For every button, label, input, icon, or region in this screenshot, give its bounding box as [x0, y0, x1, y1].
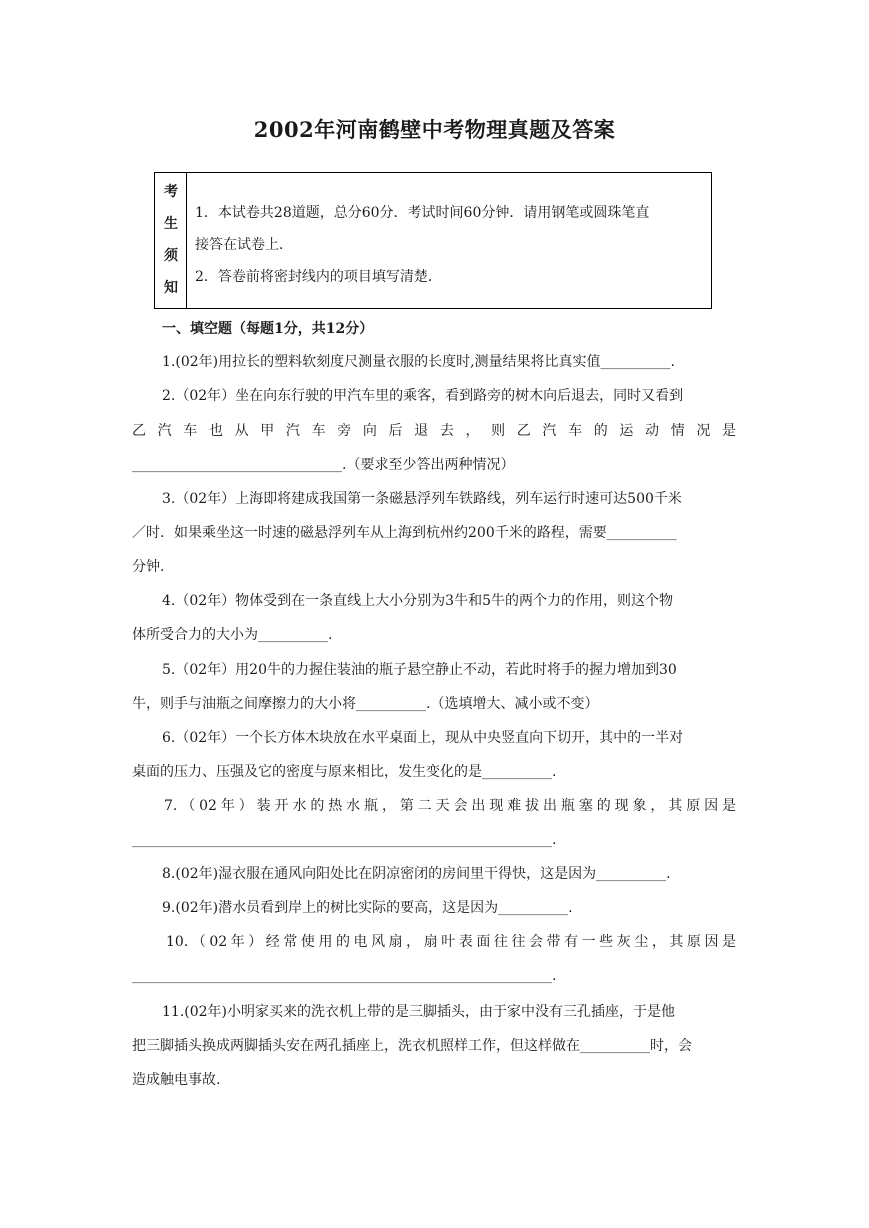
notice-label-char: 知 [164, 280, 178, 296]
question-1-line: 1.(02年)用拉长的塑料软刻度尺测量衣服的长度时,测量结果将比真实值__________. [162, 354, 675, 370]
question-8-line: 8.(02年)湿衣服在通风向阳处比在阴凉密闭的房间里干得快，这是因为__________. [162, 866, 671, 882]
question-7-line: ____________________________________________________________. [132, 832, 557, 848]
question-6-line: 桌面的压力、压强及它的密度与原来相比，发生变化的是__________. [132, 764, 557, 780]
notice-label-char: 考 [164, 184, 178, 200]
document-title: 2002年河南鹤壁中考物理真题及答案 [253, 117, 616, 142]
notice-line: 1．本试卷共28道题，总分60分．考试时间60分钟．请用钢笔或圆珠笔直 [195, 205, 650, 221]
question-11-line: 11.(02年)小明家买来的洗衣机上带的是三脚插头，由于家中没有三孔插座，于是他 [162, 1004, 676, 1020]
question-10-line: ____________________________________________________________. [132, 968, 557, 984]
notice-content [195, 197, 695, 293]
notice-line: 接答在试卷上． [195, 237, 293, 253]
question-11-line: 把三脚插头换成两脚插头安在两孔插座上，洗衣机照样工作，但这样做在__________时，会 [132, 1038, 692, 1054]
section-heading: 一、填空题（每题1分，共12分） [162, 321, 374, 337]
notice-line: 2．答卷前将密封线内的项目填写清楚． [195, 269, 442, 285]
question-3-line: 3.（02年）上海即将建成我国第一条磁悬浮列车铁路线，列车运行时速可达500千米 [162, 491, 682, 507]
question-7-line: 7.（02年）装开水的热水瓶，第二天会出现难拔出瓶塞的现象，其原因是 [164, 798, 736, 814]
question-3-line: 分钟． [132, 559, 174, 575]
question-2-line: 乙汽车也从甲汽车旁向后退去，则乙汽车的运动情况是 [132, 423, 736, 439]
question-9-line: 9.(02年)潜水员看到岸上的树比实际的要高，这是因为__________. [162, 900, 573, 916]
question-5-line: 牛，则手与油瓶之间摩擦力的大小将__________.（选填增大、减小或不变） [132, 696, 599, 712]
question-11-line: 造成触电事故. [132, 1072, 221, 1088]
question-5-line: 5.（02年）用20牛的力握住装油的瓶子悬空静止不动，若此时将手的握力增加到30 [162, 662, 677, 678]
question-4-line: 4.（02年）物体受到在一条直线上大小分别为3牛和5牛的两个力的作用，则这个物 [162, 593, 673, 609]
notice-label-char: 生 [164, 216, 178, 232]
question-6-line: 6.（02年）一个长方体木块放在水平桌面上，现从中央竖直向下切开，其中的一半对 [162, 730, 684, 746]
question-3-line: ／时．如果乘坐这一时速的磁悬浮列车从上海到杭州约200千米的路程，需要__________ [132, 525, 677, 541]
notice-label [155, 173, 187, 308]
notice-label-char: 须 [164, 248, 178, 264]
question-10-line: 10.（02年）经常使用的电风扇，扇叶表面往往会带有一些灰尘，其原因是 [166, 934, 736, 950]
question-4-line: 体所受合力的大小为__________. [132, 627, 333, 643]
exam-notice-box [154, 172, 712, 309]
question-2-line: 2.（02年）坐在向东行驶的甲汽车里的乘客，看到路旁的树木向后退去，同时又看到 [162, 388, 684, 404]
question-2-line: ______________________________.（要求至少答出两种情况） [132, 457, 515, 473]
